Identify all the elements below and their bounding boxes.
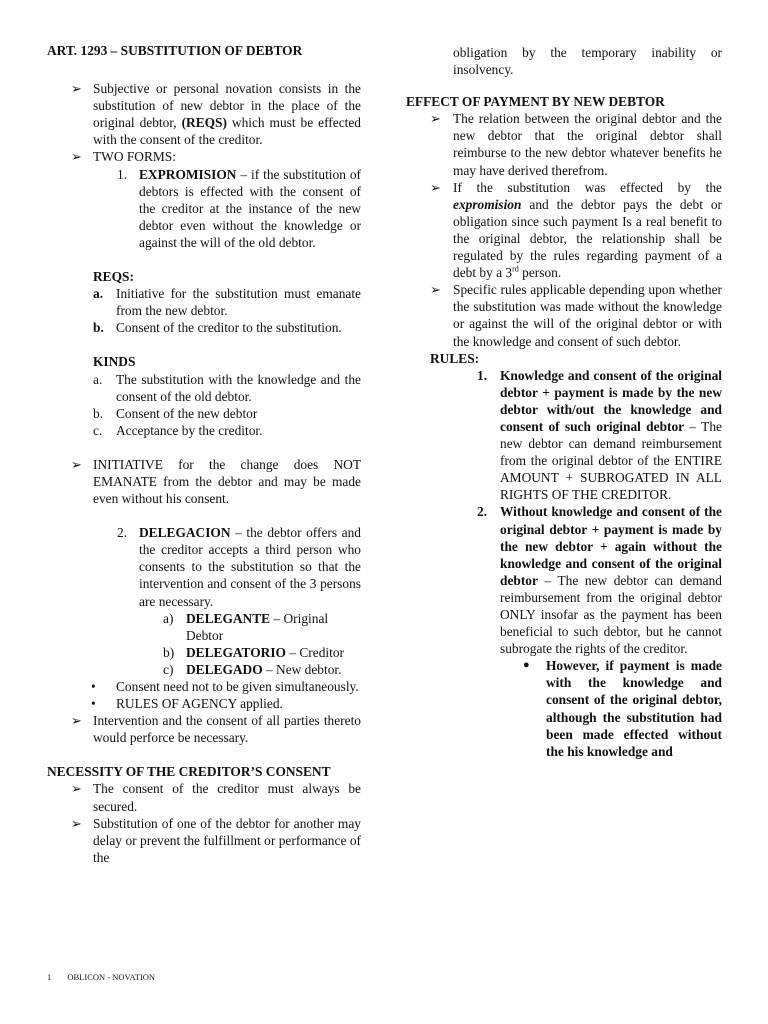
dot-item: • Consent need not to be given simultaneously.	[91, 679, 359, 694]
list-item: b) DELEGATORIO – Creditor	[163, 644, 344, 660]
rule-1: 1. Knowledge and consent of the original debtor + payment is made by the new debtor with/out the knowledge and consent of such original debtor – The new debtor can demand reimbursement from the original debtor of the ENTIRE AMOUNT + SUBROGATED IN ALL RIGHTS OF THE CREDITOR.	[477, 367, 722, 503]
bullet-relation: ➢ The relation between the original debtor and the new debtor that the original debtor shall reimburse to the new debtor whatever benefits he may have derived therefrom.	[430, 111, 722, 178]
rule-2-subpoint: ● However, if payment is made with the knowledge and consent of the original debtor, although the substitution had been made effected without the his knowledge and	[523, 658, 722, 759]
reqs-heading: REQS:	[93, 269, 134, 285]
arrow-bullet-icon: ➢	[71, 81, 82, 97]
bullet-dot-icon: •	[91, 696, 96, 712]
bullet-substitution-delay: ➢ Substitution of one of the debtor for another may delay or prevent the fulfillment or performance of the	[71, 815, 361, 865]
article-title: ART. 1293 – SUBSTITUTION OF DEBTOR	[47, 43, 303, 58]
arrow-bullet-icon: ➢	[430, 282, 441, 298]
list-item: c) DELEGADO – New debtor.	[163, 661, 342, 677]
necessity-heading: NECESSITY OF THE CREDITOR’S CONSENT	[47, 764, 331, 780]
rules-heading: RULES:	[430, 350, 480, 366]
arrow-bullet-icon: ➢	[71, 815, 82, 831]
bullet-initiative: ➢ INITIATIVE for the change does NOT EMANATE from the debtor and may be made even without his consent.	[71, 456, 361, 507]
arrow-bullet-icon: ➢	[71, 456, 82, 472]
arrow-bullet-icon: ➢	[71, 713, 82, 729]
left-column	[47, 42, 361, 866]
page-footer	[47, 969, 169, 986]
right-column	[406, 44, 722, 760]
list-item: c. Acceptance by the creditor.	[93, 422, 263, 438]
list-item: a) DELEGANTE – Original Debtor	[163, 610, 329, 643]
form-delegacion: 2. DELEGACION – the debtor offers and the creditor accepts a third person who consents to the substitution so that the intervention and consent of the 3 persons are necessary.	[117, 525, 361, 609]
bullet-definition: ➢ Subjective or personal novation consists in the substitution of new debtor in the place of the original debtor, (REQS) which must be effected with the consent of the creditor.	[71, 81, 361, 148]
list-item: b. Consent of the new debtor	[93, 405, 258, 421]
parties-list	[47, 610, 361, 678]
arrow-bullet-icon: ➢	[430, 111, 441, 127]
reqs-list	[47, 285, 361, 336]
list-item: b. Consent of the creditor to the substitution.	[93, 320, 342, 336]
effect-heading: EFFECT OF PAYMENT BY NEW DEBTOR	[406, 94, 665, 110]
arrow-bullet-icon: ➢	[71, 781, 82, 797]
bullet-dot-icon: •	[91, 679, 96, 694]
continued-text: obligation by the temporary inability or insolvency.	[453, 45, 722, 78]
bullet-circle-icon: ●	[523, 659, 530, 672]
bullet-two-forms: ➢ TWO FORMS:	[71, 149, 176, 165]
bullet-specific-rules: ➢ Specific rules applicable depending upon whether the substitution was made without the knowledge or against the will of the original debtor or with the knowledge and consent of such debtor.	[430, 282, 722, 349]
rule-2: 2. Without knowledge and consent of the original debtor + payment is made by the new debtor + again without the knowledge and consent of the original debtor – The new debtor can demand reimbursement from the original debtor ONLY insofar as the payment has been beneficial to such debtor, but he cannot subrogate the rights of the creditor.	[477, 504, 722, 657]
list-item: a. The substitution with the knowledge and the consent of the old debtor.	[93, 371, 361, 404]
footer-label: OBLICON - NOVATION	[67, 972, 156, 982]
kinds-heading: KINDS	[93, 354, 136, 370]
bullet-expromision-payment: ➢ If the substitution was effected by the expromision and the debtor pays the debt or obligation since such payment Is a real benefit to the original debtor, the relationship shall be regulated by the rules regarding payment of a debt by a 3rd person.	[430, 179, 722, 281]
arrow-bullet-icon: ➢	[71, 149, 82, 165]
form-expromision: 1. EXPROMISION – if the substitution of debtors is effected with the consent of the creditor at the instance of the new debtor even without the knowledge or against the will of the old debtor.	[117, 166, 361, 250]
bullet-consent-secured: ➢ The consent of the creditor must always be secured.	[71, 781, 361, 814]
page-number: 1	[47, 972, 52, 982]
arrow-bullet-icon: ➢	[430, 179, 441, 195]
list-item: a. Initiative for the substitution must emanate from the new debtor.	[93, 286, 361, 319]
dot-item: • RULES OF AGENCY applied.	[91, 696, 283, 712]
bullet-intervention: ➢ Intervention and the consent of all parties thereto would perforce be necessary.	[71, 713, 361, 746]
kinds-list	[47, 371, 361, 439]
